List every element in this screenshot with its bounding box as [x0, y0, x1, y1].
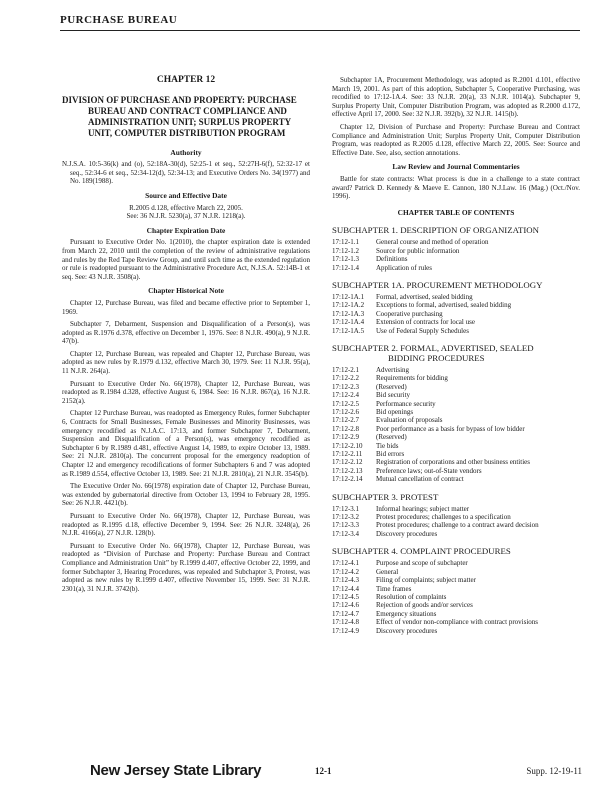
toc-item — [332, 238, 580, 246]
law-review-text: Battle for state contracts: What process is due in a challenge to a state contract award? Patrick D. Kennedy & Maeve E. Cannon, 180 N.J.Law. 16 (Mag.) (Oct./Nov. 1996). — [332, 174, 580, 201]
section-title: Filing of complaints; subject matter — [376, 576, 476, 585]
section-number: 17:12-2.12 — [332, 458, 363, 467]
section-number: 17:12-1A.2 — [332, 301, 365, 310]
toc-item — [332, 521, 580, 529]
section-number: 17:12-2.3 — [332, 382, 360, 391]
section-number: 17:12-4.5 — [332, 592, 360, 601]
section-number: 17:12-3.3 — [332, 521, 360, 530]
history-paragraph: Chapter 12, Purchase Bureau, was repealed and Chapter 12, Purchase Bureau, was adopted as new rules by R.1979 d.132, effective March 30, 1979. See: 11 N.J.R. 95(a), 11 N.J.R. 264(a). — [62, 349, 310, 376]
section-title: Protest procedures; challenges to a specification — [376, 513, 511, 522]
section-number: 17:12-1A.1 — [332, 292, 365, 301]
toc-item — [332, 467, 580, 475]
section-number: 17:12-3.4 — [332, 529, 360, 538]
toc-subchapter — [332, 492, 580, 539]
toc-title: CHAPTER TABLE OF CONTENTS — [397, 207, 515, 217]
section-number: 17:12-1A.4 — [332, 318, 365, 327]
running-header — [60, 14, 580, 31]
supplement-date: Supp. 12-19-11 — [526, 766, 582, 776]
section-title: Bid errors — [376, 450, 405, 459]
expiration-text: Pursuant to Executive Order No. 1(2010), the chapter expiration date is extended from March 22, 2010 until the completion of the review of administrative regulations and rules by the Red Tape Review Group, and until such time as the extended regulation or rule is readopted pursuant to the Administrative Procedure Act, N.J.S.A. 52:14B-1 et seq. See: 43 N.J.R. 3508(a). — [62, 238, 310, 281]
section-title: Exceptions to formal, advertised, sealed bidding — [376, 301, 512, 310]
toc-item — [332, 391, 580, 399]
history-paragraph: Pursuant to Executive Order No. 66(1978), Chapter 12, Purchase Bureau, was readopted as R.1995 d.18, effective December 9, 1994. See: 26 N.J.R. 3248(a), 26 N.J.R. 4166(a), 27 N.J.R. 128(b). — [62, 511, 310, 538]
section-number: 17:12-2.14 — [332, 475, 363, 484]
toc-item — [332, 618, 580, 626]
toc-item — [332, 327, 580, 335]
section-title: Advertising — [376, 365, 410, 374]
page-footer — [62, 762, 582, 782]
chapter-number: CHAPTER 12 — [156, 75, 216, 85]
history-paragraph: The Executive Order No. 66(1978) expiration date of Chapter 12, Purchase Bureau, was extended by gubernatorial directive from October 13, 1994 to February 28, 1995. See: 26 N.J.R. 4421(b). — [62, 482, 310, 508]
toc-item — [332, 601, 580, 609]
toc-item — [332, 310, 580, 318]
toc-item — [332, 416, 580, 424]
history-heading: Chapter Historical Note — [148, 286, 224, 296]
toc-item — [332, 374, 580, 382]
section-number: 17:12-2.10 — [332, 441, 363, 450]
section-number: 17:12-4.3 — [332, 576, 360, 585]
section-title: Cooperative purchasing — [376, 309, 443, 318]
section-number: 17:12-2.2 — [332, 374, 360, 383]
chapter-title: DIVISION OF PURCHASE AND PROPERTY: PURCHASE BUREAU AND CONTRACT COMPLIANCE AND ADMINISTRATION UNIT; SURPLUS PROPERTY UNIT, COMPUTER DISTRIBUTION PROGRAM — [62, 94, 297, 138]
section-title: Formal, advertised, sealed bidding — [376, 292, 473, 301]
section-title: (Reserved) — [376, 382, 407, 391]
toc-item — [332, 264, 580, 272]
section-title: General course and method of operation — [376, 238, 489, 247]
section-title: Bid openings — [376, 408, 414, 416]
left-column — [62, 76, 310, 597]
toc-subchapter — [332, 280, 580, 335]
section-number: 17:12-2.9 — [332, 433, 360, 442]
toc-item — [332, 458, 580, 466]
section-title: General — [376, 567, 399, 576]
section-title: Bid security — [376, 391, 411, 400]
section-title: Poor performance as a basis for bypass of low bidder — [376, 424, 525, 433]
authority-heading: Authority — [170, 147, 202, 157]
section-number: 17:12-1.1 — [332, 238, 360, 247]
toc-subchapter — [332, 546, 580, 635]
toc-item — [332, 247, 580, 255]
section-title: Registration of corporations and other business entities — [376, 458, 530, 467]
toc-item — [332, 627, 580, 635]
section-title: Preference laws; out-of-State vendors — [376, 466, 482, 475]
toc-item — [332, 505, 580, 513]
section-number: 17:12-2.8 — [332, 424, 360, 433]
section-title: Tie bids — [376, 441, 399, 450]
section-title: (Reserved) — [376, 433, 407, 442]
toc-item — [332, 576, 580, 584]
section-number: 17:12-1.2 — [332, 246, 360, 255]
section-title: Source for public information — [376, 246, 460, 255]
section-number: 17:12-4.4 — [332, 584, 360, 593]
section-number: 17:12-1A.5 — [332, 326, 365, 335]
header-rule — [60, 30, 580, 31]
section-title: Definitions — [376, 255, 408, 264]
subchapter-heading: SUBCHAPTER 2. FORMAL, ADVERTISED, SEALED BIDDING PROCEDURES — [332, 342, 534, 363]
history-paragraph: Subchapter 7, Debarment, Suspension and Disqualification of a Person(s), was adopted as R.1976 d.378, effective on December 1, 1976. See: 8 N.J.R. 490(a), 9 N.J.R. 47(b). — [62, 320, 310, 346]
section-number: 17:12-2.11 — [332, 450, 363, 459]
section-title: Discovery procedures — [376, 626, 438, 635]
toc-item — [332, 568, 580, 576]
history-paragraph: Pursuant to Executive Order No. 66(1978), Chapter 12, Purchase Bureau, was readopted as R.1984 d.328, effective August 6, 1984. See: 16 N.J.R. 867(a), 16 N.J.R. 2152(a). — [62, 379, 310, 405]
source-line-2: See: 36 N.J.R. 5230(a), 37 N.J.R. 1218(a). — [126, 212, 246, 221]
toc-item — [332, 408, 580, 416]
section-title: Extension of contracts for local use — [376, 318, 475, 327]
section-title: Mutual cancellation of contract — [376, 475, 464, 484]
toc-item — [332, 255, 580, 263]
toc-item — [332, 450, 580, 458]
library-watermark: New Jersey State Library — [90, 762, 262, 779]
toc-item — [332, 366, 580, 374]
section-number: 17:12-4.7 — [332, 609, 360, 618]
source-line-1: R.2005 d.128, effective March 22, 2005. — [129, 203, 243, 212]
right-column — [332, 76, 580, 635]
section-title: Evaluation of proposals — [376, 416, 443, 425]
section-number: 17:12-2.6 — [332, 408, 360, 416]
section-title: Use of Federal Supply Schedules — [376, 326, 469, 335]
section-number: 17:12-1.4 — [332, 263, 360, 272]
history-paragraph: Chapter 12, Purchase Bureau, was filed and became effective prior to September 1, 1969. — [62, 298, 310, 316]
section-title: Emergency situations — [376, 609, 437, 618]
toc-item — [332, 593, 580, 601]
section-title: Time frames — [376, 584, 412, 593]
section-number: 17:12-4.6 — [332, 601, 360, 610]
toc-item — [332, 293, 580, 301]
section-title: Protest procedures; challenge to a contract award decision — [376, 521, 539, 530]
subchapter-heading: SUBCHAPTER 1A. PROCUREMENT METHODOLOGY — [332, 279, 543, 290]
section-number: 17:12-1A.3 — [332, 309, 365, 318]
section-title: Performance security — [376, 399, 436, 408]
toc-item — [332, 610, 580, 618]
law-review-heading: Law Review and Journal Commentaries — [392, 162, 520, 172]
section-title: Application of rules — [376, 263, 432, 272]
section-number: 17:12-4.9 — [332, 626, 360, 635]
section-number: 17:12-2.7 — [332, 416, 360, 425]
subchapter-heading: SUBCHAPTER 4. COMPLAINT PROCEDURES — [332, 546, 511, 557]
authority-text: N.J.S.A. 10:5-36(k) and (o), 52:18A-30(d), 52:25-1 et seq., 52:27H-6(f), 52:32-17 et seq., 52:34-6 et seq., 52:34-12(d), 52:34-13; and Executive Orders No. 34(1977) and No. 189(1988). — [62, 160, 310, 186]
source-heading: Source and Effective Date — [145, 190, 227, 200]
subchapter-heading: SUBCHAPTER 3. PROTEST — [332, 491, 439, 502]
toc-item — [332, 301, 580, 309]
toc-item — [332, 400, 580, 408]
toc-item — [332, 433, 580, 441]
section-title: Resolution of complaints — [376, 592, 447, 601]
toc-item — [332, 425, 580, 433]
page-number: 12-1 — [315, 766, 332, 776]
section-title: Requirements for bidding — [376, 374, 448, 383]
toc-item — [332, 585, 580, 593]
section-number: 17:12-3.2 — [332, 513, 360, 522]
toc-item — [332, 318, 580, 326]
section-number: 17:12-4.1 — [332, 559, 360, 568]
section-title: Informal hearings; subject matter — [376, 504, 470, 513]
section-number: 17:12-3.1 — [332, 504, 360, 513]
section-number: 17:12-1.3 — [332, 255, 360, 264]
running-header-title: PURCHASE BUREAU — [60, 14, 178, 26]
section-title: Rejection of goods and/or services — [376, 601, 473, 610]
section-number: 17:12-2.1 — [332, 365, 360, 374]
subchapter-heading: SUBCHAPTER 1. DESCRIPTION OF ORGANIZATION — [332, 225, 539, 236]
toc-item — [332, 530, 580, 538]
history-paragraph: Pursuant to Executive Order No. 66(1978), Chapter 12, Purchase Bureau, was readopted as “Division of Purchase and Property: Purchase Bureau and Contract Compliance and Administration Unit” by R.1999 d.407, effective October 22, 1999, and former Subchapter 3, Hearing Procedures, was repealed and Subchapter 3, Protest, was adopted as new rules by R.1999 d.407, effective November 15, 1999. See: 31 N.J.R. 2301(a), 31 N.J.R. 3742(b). — [62, 541, 310, 593]
toc-item — [332, 559, 580, 567]
section-number: 17:12-4.8 — [332, 618, 360, 627]
section-title: Discovery procedures — [376, 529, 438, 538]
toc-item — [332, 475, 580, 483]
toc-item — [332, 513, 580, 521]
section-title: Effect of vendor non-compliance with contract provisions — [376, 618, 538, 627]
toc-subchapter — [332, 225, 580, 272]
section-number: 17:12-2.5 — [332, 399, 360, 408]
section-number: 17:12-4.2 — [332, 567, 360, 576]
expiration-heading: Chapter Expiration Date — [146, 225, 226, 235]
section-number: 17:12-2.13 — [332, 466, 363, 475]
section-number: 17:12-2.4 — [332, 391, 360, 400]
history-note-continued: Subchapter 1A, Procurement Methodology, was adopted as R.2001 d.101, effective March 19, 2001. As part of this adoption, Subchapter 5, Cooperative Purchasing, was recodified to 17:12-1A.4. See: 33 N.J.R. 20(a), 33 N.J.R. 1014(a). Subchapter 9, Surplus Property Unit, Computer Distribution Program, was adopted as R.2000 d.172, effective April 17, 2000. See: 32 N.J.R. 392(b), 32 N.J.R. 1415(b). — [332, 76, 580, 119]
history-note-continued: Chapter 12, Division of Purchase and Property: Purchase Bureau and Contract Compliance and Administration Unit; Surplus Property Unit, Computer Distribution Program, was readopted as R.2005 d.128, effective March 22, 2005. See: Source and Effective Date. See, also, section annotations. — [332, 122, 580, 157]
section-title: Purpose and scope of subchapter — [376, 559, 468, 568]
toc-item — [332, 383, 580, 391]
toc-subchapter — [332, 343, 580, 484]
history-paragraph: Chapter 12 Purchase Bureau, was readopted as Emergency Rules, former Subchapter 6, Contracts for Small Businesses, Female Businesses and Minority Businesses, was emergency recodified as N.J.A.C. 17:13, and former Subchapter 7, Debarment, Suspension and Disqualification of a Person(s), was emergency recodified as Subchapter 6 by R.1989 d.481, effective August 14, 1989, to expire October 13, 1989. See: 21 N.J.R. 2810(a). The concurrent proposal for the emergency readoption of Chapter 12 and emergency recodifications of former Subchapters 6 and 7 was adopted as R.1989 d.554, effective October 13, 1989. See: 21 N.J.R. 2810(a), 21 N.J.R. 3545(b). — [62, 409, 310, 478]
toc-item — [332, 442, 580, 450]
